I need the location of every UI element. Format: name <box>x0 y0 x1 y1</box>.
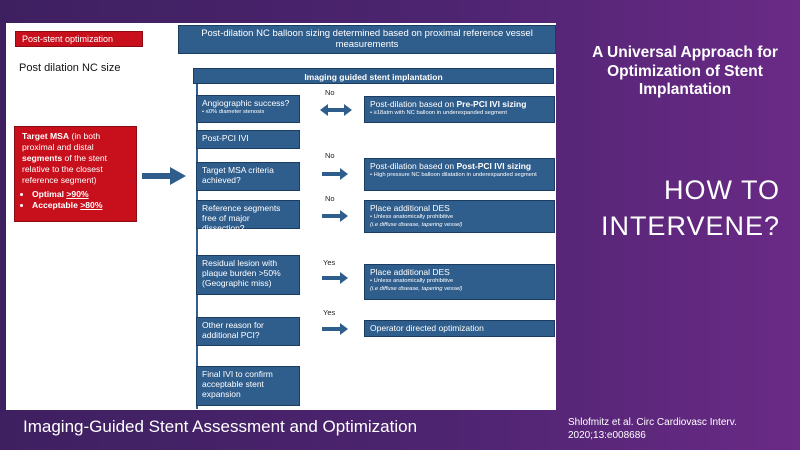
final-ivi-box: Final IVI to confirm acceptable stent expansion <box>196 366 300 406</box>
arrow-msa-to-flow <box>142 167 186 185</box>
footer-title: Imaging-Guided Stent Assessment and Optimization <box>23 417 418 436</box>
angio-success-sub: • ≤0% diameter stenosis <box>202 109 265 115</box>
post-stent-tag-text: Post-stent optimization <box>22 34 114 44</box>
place-des-1-text: Place additional DES <box>370 203 450 213</box>
header-box: Imaging guided stent implantation <box>193 68 554 84</box>
pre-pci-sub: • ≥18atm with NC balloon in underexpanded segment <box>370 110 508 116</box>
pre-pci-prefix: Post-dilation based on <box>370 99 457 109</box>
target-msa-criteria-box: Target MSA criteria achieved? <box>196 162 300 191</box>
label-yes-1: Yes <box>323 258 336 267</box>
reference-segments-box: Reference segments free of major dissection? <box>196 200 300 229</box>
post-dilation-label: Post dilation NC size <box>19 62 121 74</box>
arrow-reference-to-des <box>322 210 348 222</box>
msa-optimal-value: >90% <box>66 189 89 199</box>
label-no-3: No <box>325 194 335 203</box>
angio-success-text: Angiographic success? <box>202 98 290 108</box>
post-pci-prefix: Post-dilation based on <box>370 161 457 171</box>
label-yes-2: Yes <box>323 308 336 317</box>
place-des-2-sub-text: Unless anatomically prohibitive <box>373 278 454 284</box>
place-des-2-text: Place additional DES <box>370 267 450 277</box>
pre-pci-bold: Pre-PCI IVI sizing <box>456 99 527 109</box>
place-des-2-sub2: (i.e diffuse disease, tapering vessel) <box>370 286 463 292</box>
label-no-2: No <box>325 151 335 160</box>
label-no-1: No <box>325 88 335 97</box>
post-pci-sub-text: High pressure NC balloon dilatation in underexpanded segment <box>373 172 537 178</box>
msa-acceptable-label: Acceptable <box>32 200 81 210</box>
operator-directed-box: Operator directed optimization <box>364 320 555 337</box>
post-pci-bold: Post-PCI IVI sizing <box>456 161 532 171</box>
arrow-msa-to-post-sizing <box>322 168 348 180</box>
place-des-2-sub: • Unless anatomically prohibitive <box>370 278 454 284</box>
post-pci-ivi-box: Post-PCI IVI <box>196 130 300 149</box>
msa-seg-rest: of the stent relative to the closest reference segment) <box>22 153 108 185</box>
slide-title: A Universal Approach for Optimization of Stent Implantation <box>592 44 778 98</box>
how-to-intervene: HOW TO INTERVENE? <box>600 175 780 241</box>
arrow-other-to-operator <box>322 323 348 335</box>
msa-lead-bold: Target MSA <box>22 131 70 141</box>
residual-lesion-box: Residual lesion with plaque burden >50% (Geographic miss) <box>196 255 300 295</box>
top-box: Post-dilation NC balloon sizing determined based on proximal reference vessel measurements <box>178 25 556 54</box>
angio-success-sub-text: ≤0% diameter stenosis <box>205 109 265 115</box>
citation: Shlofmitz et al. Circ Cardiovasc Interv. 2020;13:e008686 <box>568 417 737 441</box>
arrow-double-angio <box>320 104 352 116</box>
place-des-1-sub2: (i.e diffuse disease, tapering vessel) <box>370 222 463 228</box>
arrow-residual-to-des <box>322 272 348 284</box>
post-pci-sub: • High pressure NC balloon dilatation in underexpanded segment <box>370 172 537 178</box>
msa-seg-bold: segments <box>22 153 63 163</box>
msa-optimal-label: Optimal <box>32 189 67 199</box>
place-des-1-sub: • Unless anatomically prohibitive <box>370 214 454 220</box>
msa-acceptable-value: >80% <box>80 200 103 210</box>
other-reason-box: Other reason for additional PCI? <box>196 317 300 346</box>
msa-lead-rest: (in both proximal and distal <box>22 131 101 152</box>
pre-pci-sub-text: ≥18atm with NC balloon in underexpanded segment <box>373 110 508 116</box>
place-des-1-sub-text: Unless anatomically prohibitive <box>373 214 454 220</box>
